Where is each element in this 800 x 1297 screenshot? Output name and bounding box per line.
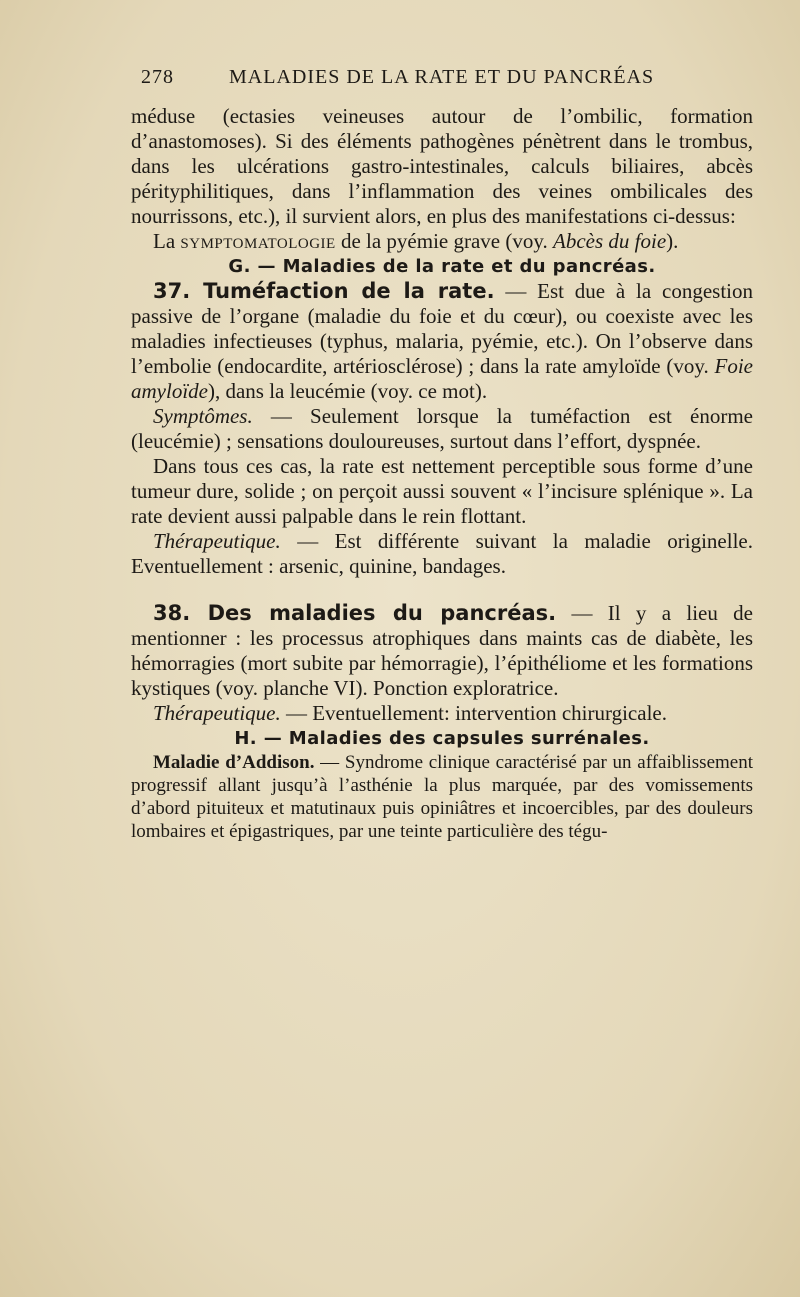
addison-heading: Maladie d’Addison. [153, 752, 315, 773]
running-title: MALADIES DE LA RATE ET DU PANCRÉAS [229, 66, 655, 88]
article-37-therapeutique: Thérapeutique. — Est différente suivant la maladie originelle. Eventuellement : arsenic, quinine, bandages. [131, 529, 753, 578]
paragraph-addison: Maladie d’Addison. — Syndrome clinique caractérisé par un affaiblissement progressif allant jusqu’à l’asthénie la plus marquée, par des vomissements d’abord pituiteux et matutinaux puis opiniâtres et incoercibles, par des douleurs lombaires et épigastriques, par une teinte particulière des tégu- [131, 752, 753, 842]
section-heading-g: G. — Maladies de la rate et du pancréas. [228, 256, 656, 277]
paragraph-continuation: méduse (ectasies veineuses autour de l’ombilic, formation d’anastomoses). Si des éléments pathogènes pénètrent dans le trombus, dans les ulcérations gastro-intestinales, calculs biliaires, abcès pérityphilitiques, dans l’inflammation des veines ombilicales des nourrissons, etc.), il survient alors, en plus des manifestations ci-dessus: [131, 104, 753, 228]
article-37-palpation: Dans tous ces cas, la rate est nettement perceptible sous forme d’une tumeur dure, solide ; on perçoit aussi souvent « l’incisure splénique ». La rate devient aussi palpable dans le rein flottant. [131, 454, 753, 528]
paragraph-symptomatologie: La symptomatologie de la pyémie grave (voy. Abcès du foie). [153, 229, 679, 253]
section-heading-h: H. — Maladies des capsules surrénales. [234, 728, 650, 749]
smallcaps-term: symptomatologie [180, 229, 336, 253]
article-37: 37. Tuméfaction de la rate. — Est due à la congestion passive de l’organe (maladie du foie et du cœur), ou coexiste avec les maladies infectieuses (typhus, malaria, pyémie, etc.). On l’observe dans l’embolie (endocardite, artériosclérose) ; dans la rate amyloïde (voy. Foie amyloïde), dans la leucémie (voy. ce mot). [131, 279, 753, 403]
cross-reference: Abcès du foie [553, 229, 667, 253]
article-38-heading: 38. Des maladies du pancréas. [153, 601, 557, 625]
body-text [131, 104, 753, 843]
article-37-heading: 37. Tuméfaction de la rate. [153, 279, 495, 303]
article-38: 38. Des maladies du pancréas. — Il y a lieu de mentionner : les processus atrophiques dans maints cas de diabète, les hémorragies (mort subite par hémorragie), l’épithéliome et les formations kystiques (voy. planche VI). Ponction exploratrice. [131, 601, 753, 700]
cross-reference: Foie amyloïde [131, 354, 753, 403]
subheading-therapeutique: Thérapeutique. [153, 701, 281, 725]
article-37-symptomes: Symptômes. — Seulement lorsque la tuméfaction est énorme (leucémie) ; sensations douloureuses, surtout dans l’effort, dyspnée. [131, 404, 753, 453]
subheading-symptomes: Symptômes. [153, 404, 253, 428]
subheading-therapeutique: Thérapeutique. [153, 529, 281, 553]
article-38-therapeutique: Thérapeutique. — Eventuellement: intervention chirurgicale. [153, 701, 667, 725]
page-number: 278 [141, 66, 174, 88]
